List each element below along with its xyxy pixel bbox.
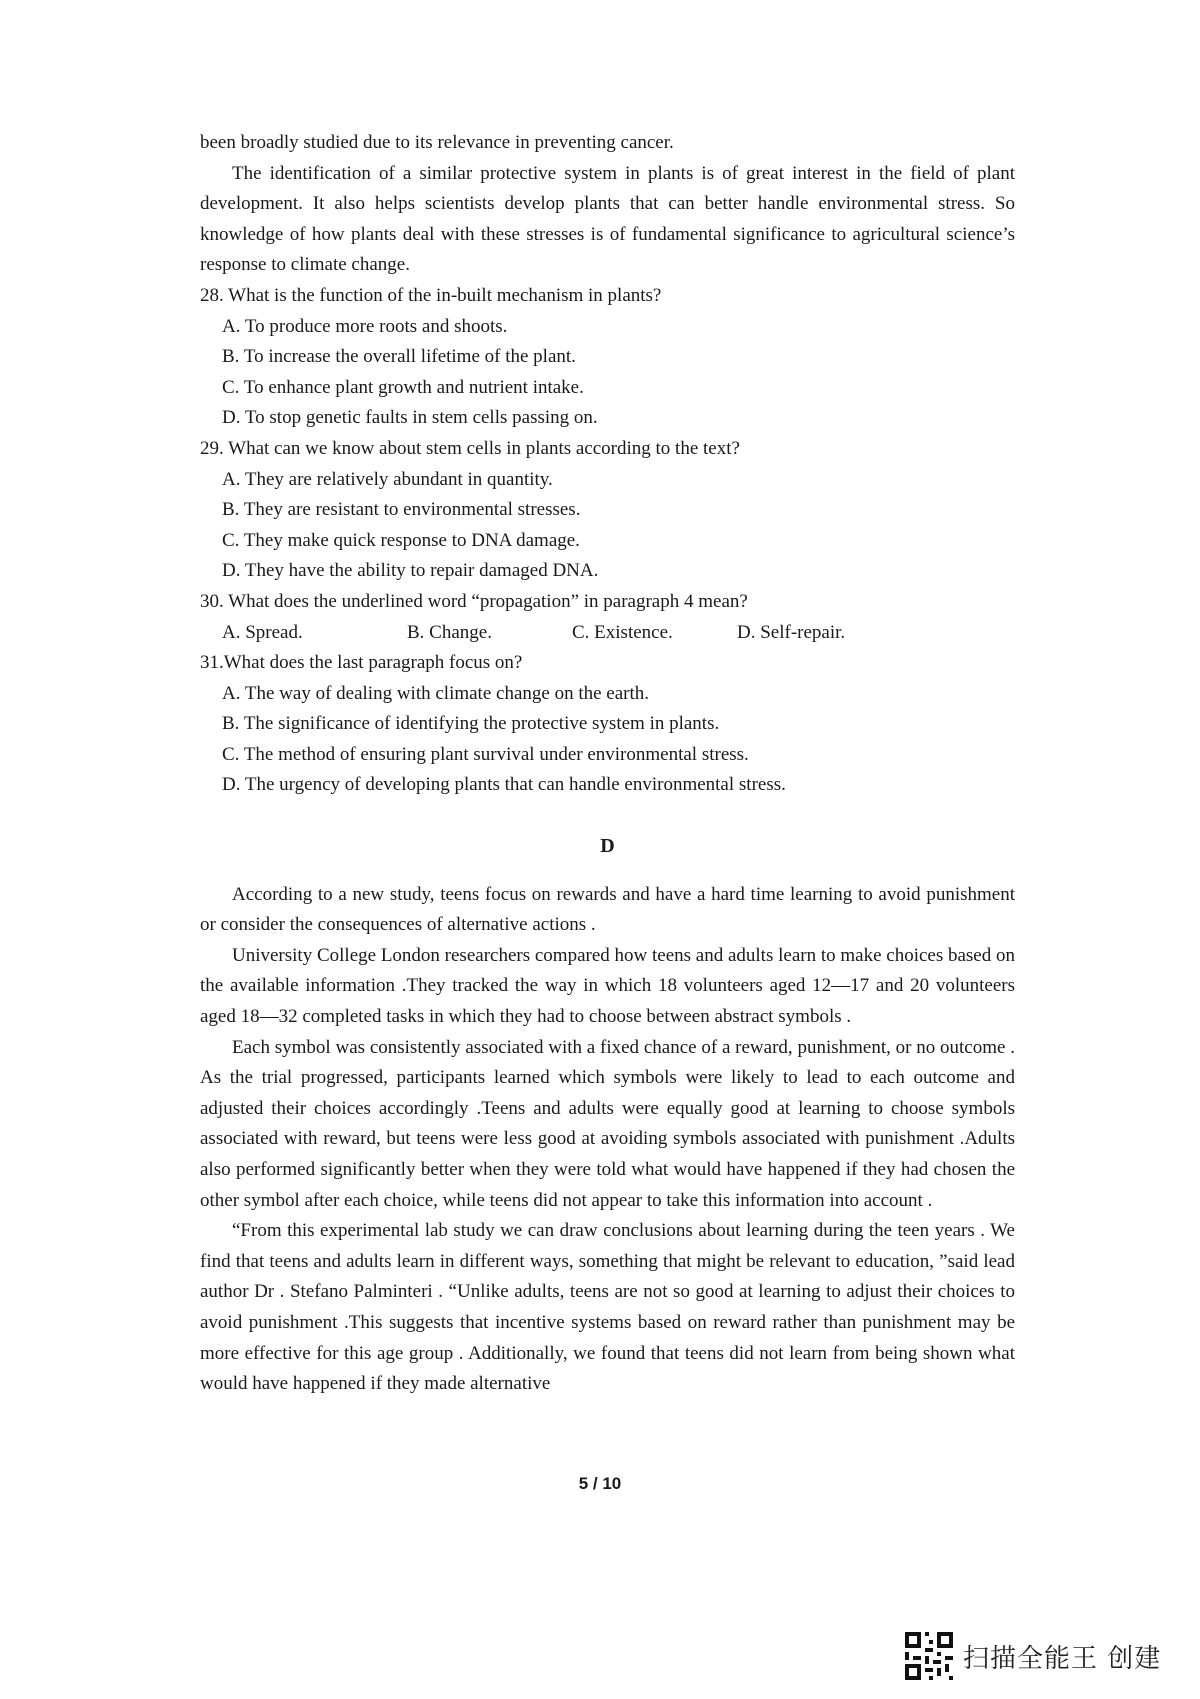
option-d: D. Self-repair. — [737, 621, 846, 643]
question-stem: 29. What can we know about stem cells in plants according to the text? — [200, 437, 740, 459]
question-31 — [200, 648, 1015, 801]
watermark-text: 扫描全能王 创建 — [963, 1643, 1162, 1674]
scanner-watermark — [905, 1632, 1161, 1680]
option-a: A. To produce more roots and shoots. — [222, 315, 508, 337]
option-a: A. They are relatively abundant in quantity. — [222, 468, 553, 490]
question-stem: 31.What does the last paragraph focus on? — [200, 652, 523, 674]
section-title: D — [600, 835, 615, 858]
page-number: 5 / 10 — [578, 1474, 622, 1493]
passage-c-last-paragraph: The identification of a similar protective system in plants is of great interest in the field of plant development. It also helps scientists develop plants that can better handle environmental stress. So knowledge of how plants deal with these stresses is of fundamental significance to agricultural science’s response to climate change. — [200, 162, 1015, 276]
passage-c-continuation: been broadly studied due to its relevance in preventing cancer. — [200, 132, 674, 153]
question-stem: 30. What does the underlined word “propagation” in paragraph 4 mean? — [200, 590, 748, 612]
option-d: D. To stop genetic faults in stem cells passing on. — [222, 407, 598, 429]
options-row — [222, 618, 1015, 649]
option-a: A. The way of dealing with climate change on the earth. — [222, 682, 649, 704]
question-stem: 28. What is the function of the in-built mechanism in plants? — [200, 284, 662, 306]
option-d: D. The urgency of developing plants that can handle environmental stress. — [222, 774, 786, 796]
option-d: D. They have the ability to repair damaged DNA. — [222, 560, 599, 582]
question-29 — [200, 434, 1015, 587]
question-28 — [200, 281, 1015, 434]
passage-d-paragraph-2: University College London researchers compared how teens and adults learn to make choices based on the available information .They tracked the way in which 18 volunteers aged 12—17 and 20 volunteers aged 18—32 completed tasks in which they had to choose between abstract symbols . — [200, 944, 1015, 1028]
option-c: C. Existence. — [572, 621, 673, 643]
option-c: C. The method of ensuring plant survival under environmental stress. — [222, 743, 749, 765]
option-c: C. To enhance plant growth and nutrient intake. — [222, 376, 584, 398]
option-b: B. To increase the overall lifetime of the plant. — [222, 346, 576, 368]
option-b: B. The significance of identifying the protective system in plants. — [222, 713, 720, 735]
option-c: C. They make quick response to DNA damage. — [222, 529, 580, 551]
passage-d-paragraph-4: “From this experimental lab study we can draw conclusions about learning during the teen years . We find that teens and adults learn in different ways, something that might be relevant to education, ”said lead author Dr . Stefano Palminteri . “Unlike adults, teens are not so good at learning to adjust their choices to avoid punishment .This suggests that incentive systems based on reward rather than punishment may be more effective for this age group . Additionally, we found that teens did not learn from being shown what would have happened if they made alternative — [200, 1220, 1015, 1395]
passage-d-paragraph-3: Each symbol was consistently associated with a fixed chance of a reward, punishment, or no outcome . As the trial progressed, participants learned which symbols were likely to lead to each outcome and adjusted their choices accordingly .Teens and adults were equally good at learning to choose symbols associated with reward, but teens were less good at avoiding symbols associated with punishment .Adults also performed significantly better when they were told what would have happened if they had chosen the other symbol after each choice, while teens did not appear to take this information into account . — [200, 1036, 1015, 1211]
passage-d-paragraph-1: According to a new study, teens focus on rewards and have a hard time learning to avoid punishment or consider the consequences of alternative actions . — [200, 883, 1015, 936]
qr-code-icon — [905, 1632, 953, 1680]
page-content — [200, 128, 1015, 1400]
option-b: B. They are resistant to environmental stresses. — [222, 499, 581, 521]
option-a: A. Spread. — [222, 621, 303, 643]
question-30 — [200, 587, 1015, 648]
option-b: B. Change. — [407, 621, 492, 643]
